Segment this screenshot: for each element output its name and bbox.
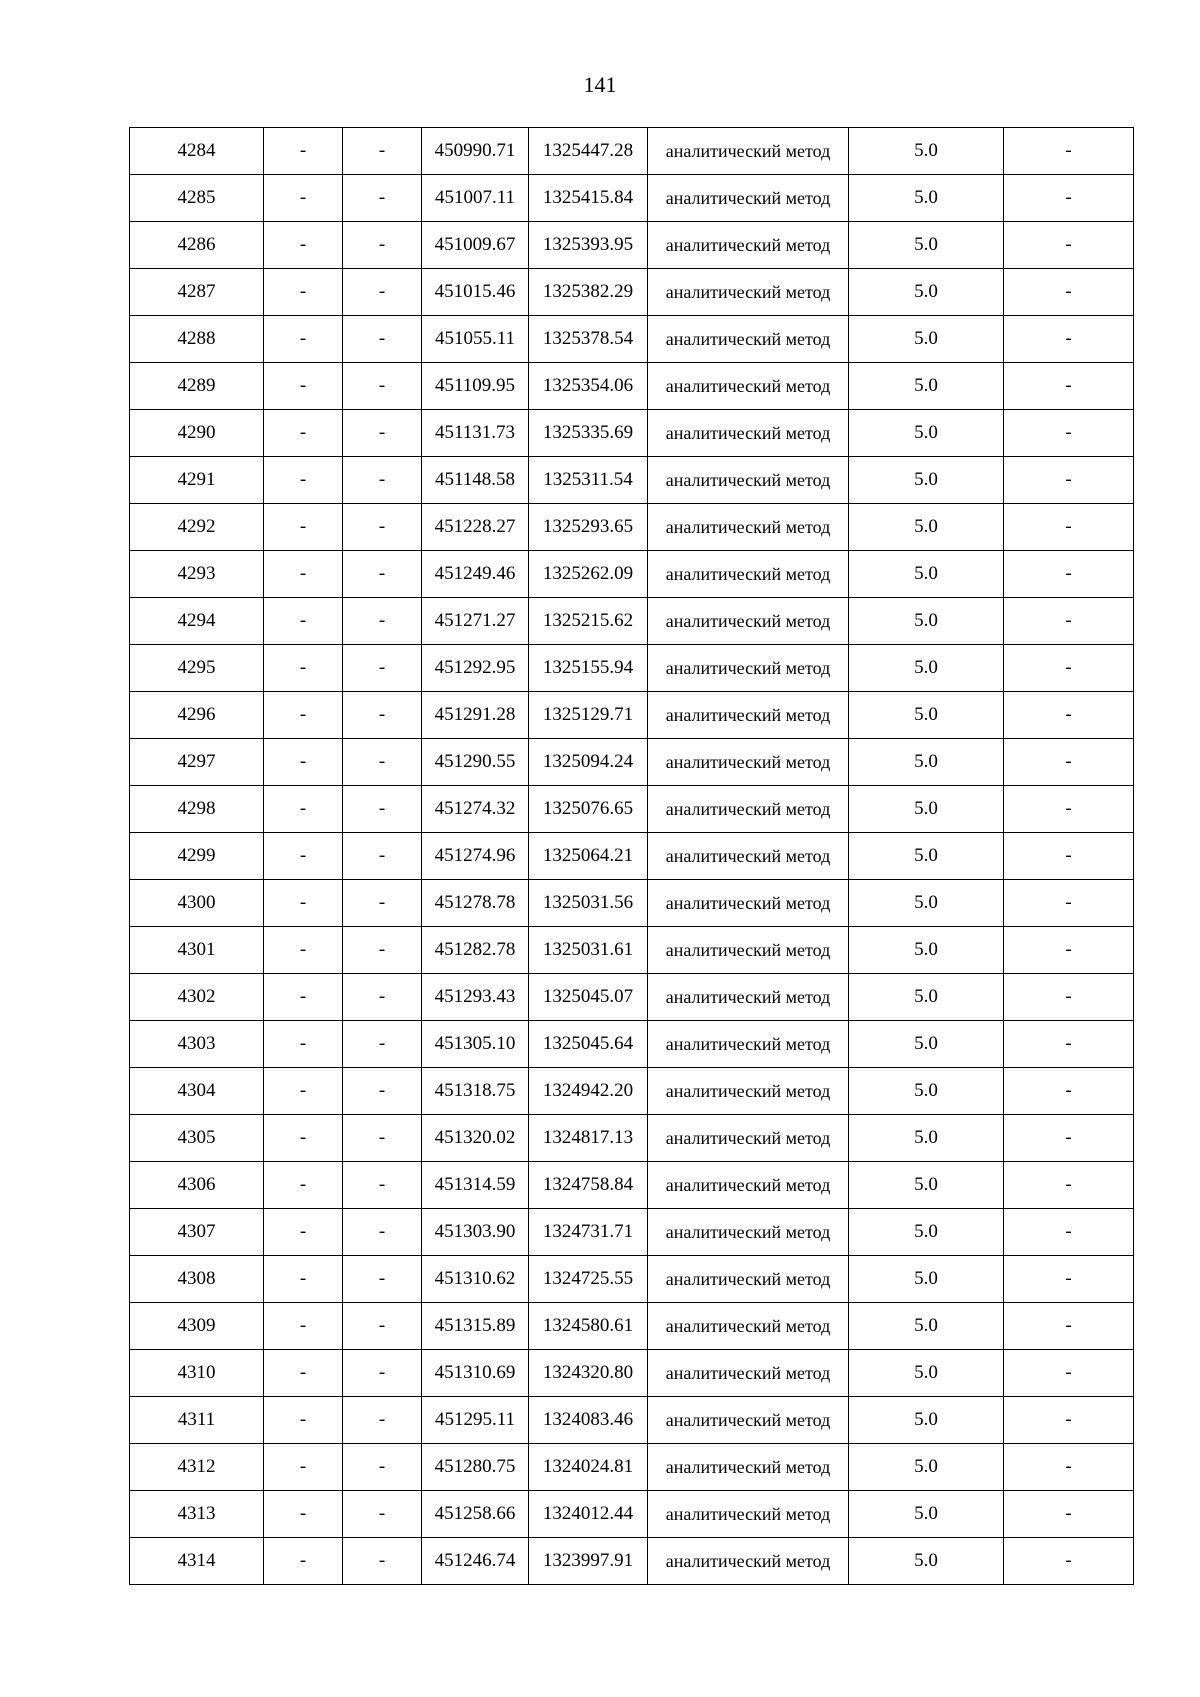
point-number-cell: 4286 xyxy=(130,222,264,269)
accuracy-cell: 5.0 xyxy=(849,1115,1004,1162)
y-coordinate-cell: 1325031.56 xyxy=(529,880,648,927)
y-coordinate-cell: 1325378.54 xyxy=(529,316,648,363)
method-cell: аналитический метод xyxy=(648,786,849,833)
note-cell: - xyxy=(1004,316,1134,363)
y-coordinate-cell: 1325311.54 xyxy=(529,457,648,504)
empty-cell: - xyxy=(264,551,343,598)
empty-cell: - xyxy=(343,833,422,880)
table-row xyxy=(130,175,1134,222)
x-coordinate-cell: 451278.78 xyxy=(422,880,529,927)
method-cell: аналитический метод xyxy=(648,1115,849,1162)
y-coordinate-cell: 1325415.84 xyxy=(529,175,648,222)
method-cell: аналитический метод xyxy=(648,739,849,786)
empty-cell: - xyxy=(264,1350,343,1397)
note-cell: - xyxy=(1004,645,1134,692)
y-coordinate-cell: 1324731.71 xyxy=(529,1209,648,1256)
point-number-cell: 4307 xyxy=(130,1209,264,1256)
empty-cell: - xyxy=(264,1021,343,1068)
point-number-cell: 4304 xyxy=(130,1068,264,1115)
point-number-cell: 4285 xyxy=(130,175,264,222)
note-cell: - xyxy=(1004,1256,1134,1303)
method-cell: аналитический метод xyxy=(648,1021,849,1068)
empty-cell: - xyxy=(264,128,343,175)
point-number-cell: 4313 xyxy=(130,1491,264,1538)
method-cell: аналитический метод xyxy=(648,363,849,410)
table-row xyxy=(130,1068,1134,1115)
x-coordinate-cell: 451274.96 xyxy=(422,833,529,880)
page-number: 141 xyxy=(583,72,617,97)
x-coordinate-cell: 451271.27 xyxy=(422,598,529,645)
empty-cell: - xyxy=(343,1021,422,1068)
point-number-cell: 4301 xyxy=(130,927,264,974)
y-coordinate-cell: 1324725.55 xyxy=(529,1256,648,1303)
x-coordinate-cell: 451292.95 xyxy=(422,645,529,692)
empty-cell: - xyxy=(343,269,422,316)
x-coordinate-cell: 451291.28 xyxy=(422,692,529,739)
point-number-cell: 4310 xyxy=(130,1350,264,1397)
table-row xyxy=(130,880,1134,927)
note-cell: - xyxy=(1004,1491,1134,1538)
note-cell: - xyxy=(1004,222,1134,269)
x-coordinate-cell: 451318.75 xyxy=(422,1068,529,1115)
empty-cell: - xyxy=(343,1444,422,1491)
table-row xyxy=(130,645,1134,692)
empty-cell: - xyxy=(264,1162,343,1209)
x-coordinate-cell: 451280.75 xyxy=(422,1444,529,1491)
empty-cell: - xyxy=(343,1397,422,1444)
empty-cell: - xyxy=(264,786,343,833)
empty-cell: - xyxy=(343,410,422,457)
table-row xyxy=(130,457,1134,504)
table-row xyxy=(130,786,1134,833)
empty-cell: - xyxy=(264,974,343,1021)
note-cell: - xyxy=(1004,175,1134,222)
empty-cell: - xyxy=(264,222,343,269)
empty-cell: - xyxy=(264,1491,343,1538)
empty-cell: - xyxy=(343,786,422,833)
table-row xyxy=(130,551,1134,598)
x-coordinate-cell: 451055.11 xyxy=(422,316,529,363)
x-coordinate-cell: 451148.58 xyxy=(422,457,529,504)
x-coordinate-cell: 451015.46 xyxy=(422,269,529,316)
x-coordinate-cell: 451258.66 xyxy=(422,1491,529,1538)
table-row xyxy=(130,1350,1134,1397)
point-number-cell: 4302 xyxy=(130,974,264,1021)
y-coordinate-cell: 1325382.29 xyxy=(529,269,648,316)
empty-cell: - xyxy=(264,1256,343,1303)
accuracy-cell: 5.0 xyxy=(849,1256,1004,1303)
note-cell: - xyxy=(1004,1021,1134,1068)
accuracy-cell: 5.0 xyxy=(849,1209,1004,1256)
point-number-cell: 4306 xyxy=(130,1162,264,1209)
empty-cell: - xyxy=(343,1162,422,1209)
note-cell: - xyxy=(1004,1162,1134,1209)
y-coordinate-cell: 1324024.81 xyxy=(529,1444,648,1491)
method-cell: аналитический метод xyxy=(648,504,849,551)
accuracy-cell: 5.0 xyxy=(849,504,1004,551)
empty-cell: - xyxy=(264,457,343,504)
method-cell: аналитический метод xyxy=(648,927,849,974)
empty-cell: - xyxy=(343,128,422,175)
empty-cell: - xyxy=(264,316,343,363)
note-cell: - xyxy=(1004,1303,1134,1350)
accuracy-cell: 5.0 xyxy=(849,1021,1004,1068)
note-cell: - xyxy=(1004,974,1134,1021)
accuracy-cell: 5.0 xyxy=(849,1491,1004,1538)
note-cell: - xyxy=(1004,880,1134,927)
note-cell: - xyxy=(1004,128,1134,175)
y-coordinate-cell: 1325155.94 xyxy=(529,645,648,692)
table-row xyxy=(130,504,1134,551)
method-cell: аналитический метод xyxy=(648,1350,849,1397)
accuracy-cell: 5.0 xyxy=(849,457,1004,504)
y-coordinate-cell: 1325262.09 xyxy=(529,551,648,598)
empty-cell: - xyxy=(343,1491,422,1538)
y-coordinate-cell: 1324320.80 xyxy=(529,1350,648,1397)
point-number-cell: 4293 xyxy=(130,551,264,598)
empty-cell: - xyxy=(264,598,343,645)
accuracy-cell: 5.0 xyxy=(849,363,1004,410)
accuracy-cell: 5.0 xyxy=(849,1444,1004,1491)
point-number-cell: 4296 xyxy=(130,692,264,739)
empty-cell: - xyxy=(343,927,422,974)
point-number-cell: 4284 xyxy=(130,128,264,175)
point-number-cell: 4288 xyxy=(130,316,264,363)
method-cell: аналитический метод xyxy=(648,645,849,692)
empty-cell: - xyxy=(264,880,343,927)
point-number-cell: 4311 xyxy=(130,1397,264,1444)
table-row xyxy=(130,974,1134,1021)
point-number-cell: 4295 xyxy=(130,645,264,692)
table-row xyxy=(130,1209,1134,1256)
note-cell: - xyxy=(1004,1397,1134,1444)
accuracy-cell: 5.0 xyxy=(849,1538,1004,1585)
x-coordinate-cell: 451131.73 xyxy=(422,410,529,457)
x-coordinate-cell: 451274.32 xyxy=(422,786,529,833)
table-body xyxy=(130,128,1134,1585)
note-cell: - xyxy=(1004,927,1134,974)
empty-cell: - xyxy=(343,1538,422,1585)
empty-cell: - xyxy=(264,1209,343,1256)
coordinates-table xyxy=(129,127,1134,1585)
accuracy-cell: 5.0 xyxy=(849,598,1004,645)
table-row xyxy=(130,833,1134,880)
x-coordinate-cell: 451303.90 xyxy=(422,1209,529,1256)
y-coordinate-cell: 1324083.46 xyxy=(529,1397,648,1444)
method-cell: аналитический метод xyxy=(648,269,849,316)
accuracy-cell: 5.0 xyxy=(849,645,1004,692)
point-number-cell: 4308 xyxy=(130,1256,264,1303)
empty-cell: - xyxy=(264,645,343,692)
accuracy-cell: 5.0 xyxy=(849,128,1004,175)
y-coordinate-cell: 1325076.65 xyxy=(529,786,648,833)
point-number-cell: 4292 xyxy=(130,504,264,551)
x-coordinate-cell: 451310.62 xyxy=(422,1256,529,1303)
point-number-cell: 4287 xyxy=(130,269,264,316)
empty-cell: - xyxy=(343,692,422,739)
method-cell: аналитический метод xyxy=(648,1209,849,1256)
method-cell: аналитический метод xyxy=(648,222,849,269)
x-coordinate-cell: 451009.67 xyxy=(422,222,529,269)
point-number-cell: 4300 xyxy=(130,880,264,927)
point-number-cell: 4298 xyxy=(130,786,264,833)
method-cell: аналитический метод xyxy=(648,175,849,222)
accuracy-cell: 5.0 xyxy=(849,880,1004,927)
point-number-cell: 4289 xyxy=(130,363,264,410)
method-cell: аналитический метод xyxy=(648,1397,849,1444)
empty-cell: - xyxy=(343,880,422,927)
method-cell: аналитический метод xyxy=(648,833,849,880)
empty-cell: - xyxy=(264,833,343,880)
method-cell: аналитический метод xyxy=(648,880,849,927)
accuracy-cell: 5.0 xyxy=(849,833,1004,880)
table-row xyxy=(130,598,1134,645)
method-cell: аналитический метод xyxy=(648,1491,849,1538)
empty-cell: - xyxy=(343,739,422,786)
x-coordinate-cell: 451315.89 xyxy=(422,1303,529,1350)
method-cell: аналитический метод xyxy=(648,1068,849,1115)
accuracy-cell: 5.0 xyxy=(849,974,1004,1021)
x-coordinate-cell: 451305.10 xyxy=(422,1021,529,1068)
accuracy-cell: 5.0 xyxy=(849,1303,1004,1350)
accuracy-cell: 5.0 xyxy=(849,551,1004,598)
method-cell: аналитический метод xyxy=(648,692,849,739)
empty-cell: - xyxy=(264,269,343,316)
accuracy-cell: 5.0 xyxy=(849,1068,1004,1115)
table-row xyxy=(130,1021,1134,1068)
accuracy-cell: 5.0 xyxy=(849,175,1004,222)
empty-cell: - xyxy=(343,457,422,504)
empty-cell: - xyxy=(264,739,343,786)
empty-cell: - xyxy=(343,1350,422,1397)
table-row xyxy=(130,1538,1134,1585)
empty-cell: - xyxy=(264,1303,343,1350)
point-number-cell: 4290 xyxy=(130,410,264,457)
table-row xyxy=(130,1444,1134,1491)
note-cell: - xyxy=(1004,504,1134,551)
table-row xyxy=(130,1491,1134,1538)
method-cell: аналитический метод xyxy=(648,1444,849,1491)
empty-cell: - xyxy=(343,1209,422,1256)
y-coordinate-cell: 1324942.20 xyxy=(529,1068,648,1115)
table-row xyxy=(130,316,1134,363)
empty-cell: - xyxy=(343,645,422,692)
x-coordinate-cell: 451314.59 xyxy=(422,1162,529,1209)
y-coordinate-cell: 1323997.91 xyxy=(529,1538,648,1585)
empty-cell: - xyxy=(343,1303,422,1350)
note-cell: - xyxy=(1004,1115,1134,1162)
x-coordinate-cell: 450990.71 xyxy=(422,128,529,175)
accuracy-cell: 5.0 xyxy=(849,269,1004,316)
table-row xyxy=(130,1115,1134,1162)
table-row xyxy=(130,739,1134,786)
y-coordinate-cell: 1324012.44 xyxy=(529,1491,648,1538)
y-coordinate-cell: 1325031.61 xyxy=(529,927,648,974)
point-number-cell: 4305 xyxy=(130,1115,264,1162)
method-cell: аналитический метод xyxy=(648,1303,849,1350)
table-row xyxy=(130,222,1134,269)
x-coordinate-cell: 451282.78 xyxy=(422,927,529,974)
table-row xyxy=(130,363,1134,410)
note-cell: - xyxy=(1004,410,1134,457)
accuracy-cell: 5.0 xyxy=(849,222,1004,269)
accuracy-cell: 5.0 xyxy=(849,1162,1004,1209)
empty-cell: - xyxy=(264,1444,343,1491)
empty-cell: - xyxy=(264,1115,343,1162)
empty-cell: - xyxy=(264,1538,343,1585)
point-number-cell: 4299 xyxy=(130,833,264,880)
method-cell: аналитический метод xyxy=(648,410,849,457)
method-cell: аналитический метод xyxy=(648,1162,849,1209)
accuracy-cell: 5.0 xyxy=(849,927,1004,974)
note-cell: - xyxy=(1004,598,1134,645)
empty-cell: - xyxy=(343,1256,422,1303)
y-coordinate-cell: 1325447.28 xyxy=(529,128,648,175)
note-cell: - xyxy=(1004,692,1134,739)
note-cell: - xyxy=(1004,1538,1134,1585)
empty-cell: - xyxy=(343,598,422,645)
point-number-cell: 4291 xyxy=(130,457,264,504)
y-coordinate-cell: 1324817.13 xyxy=(529,1115,648,1162)
table-row xyxy=(130,1397,1134,1444)
empty-cell: - xyxy=(343,1115,422,1162)
point-number-cell: 4297 xyxy=(130,739,264,786)
x-coordinate-cell: 451228.27 xyxy=(422,504,529,551)
empty-cell: - xyxy=(264,1068,343,1115)
x-coordinate-cell: 451007.11 xyxy=(422,175,529,222)
empty-cell: - xyxy=(264,175,343,222)
method-cell: аналитический метод xyxy=(648,974,849,1021)
y-coordinate-cell: 1325293.65 xyxy=(529,504,648,551)
y-coordinate-cell: 1325064.21 xyxy=(529,833,648,880)
table-row xyxy=(130,410,1134,457)
method-cell: аналитический метод xyxy=(648,1256,849,1303)
y-coordinate-cell: 1325393.95 xyxy=(529,222,648,269)
method-cell: аналитический метод xyxy=(648,128,849,175)
empty-cell: - xyxy=(264,504,343,551)
accuracy-cell: 5.0 xyxy=(849,410,1004,457)
accuracy-cell: 5.0 xyxy=(849,786,1004,833)
y-coordinate-cell: 1325094.24 xyxy=(529,739,648,786)
x-coordinate-cell: 451295.11 xyxy=(422,1397,529,1444)
y-coordinate-cell: 1325335.69 xyxy=(529,410,648,457)
x-coordinate-cell: 451310.69 xyxy=(422,1350,529,1397)
y-coordinate-cell: 1325045.07 xyxy=(529,974,648,1021)
x-coordinate-cell: 451109.95 xyxy=(422,363,529,410)
empty-cell: - xyxy=(264,363,343,410)
y-coordinate-cell: 1324758.84 xyxy=(529,1162,648,1209)
x-coordinate-cell: 451293.43 xyxy=(422,974,529,1021)
note-cell: - xyxy=(1004,551,1134,598)
note-cell: - xyxy=(1004,1350,1134,1397)
table-row xyxy=(130,1256,1134,1303)
method-cell: аналитический метод xyxy=(648,551,849,598)
table-row xyxy=(130,269,1134,316)
empty-cell: - xyxy=(264,927,343,974)
empty-cell: - xyxy=(343,316,422,363)
empty-cell: - xyxy=(264,692,343,739)
point-number-cell: 4309 xyxy=(130,1303,264,1350)
empty-cell: - xyxy=(343,1068,422,1115)
note-cell: - xyxy=(1004,269,1134,316)
x-coordinate-cell: 451290.55 xyxy=(422,739,529,786)
point-number-cell: 4314 xyxy=(130,1538,264,1585)
y-coordinate-cell: 1325215.62 xyxy=(529,598,648,645)
y-coordinate-cell: 1325045.64 xyxy=(529,1021,648,1068)
accuracy-cell: 5.0 xyxy=(849,1397,1004,1444)
accuracy-cell: 5.0 xyxy=(849,1350,1004,1397)
empty-cell: - xyxy=(343,175,422,222)
note-cell: - xyxy=(1004,1444,1134,1491)
note-cell: - xyxy=(1004,363,1134,410)
note-cell: - xyxy=(1004,1068,1134,1115)
x-coordinate-cell: 451249.46 xyxy=(422,551,529,598)
accuracy-cell: 5.0 xyxy=(849,316,1004,363)
table-row xyxy=(130,128,1134,175)
table-row xyxy=(130,1303,1134,1350)
note-cell: - xyxy=(1004,1209,1134,1256)
x-coordinate-cell: 451246.74 xyxy=(422,1538,529,1585)
accuracy-cell: 5.0 xyxy=(849,692,1004,739)
empty-cell: - xyxy=(264,410,343,457)
empty-cell: - xyxy=(343,974,422,1021)
empty-cell: - xyxy=(343,363,422,410)
empty-cell: - xyxy=(343,222,422,269)
note-cell: - xyxy=(1004,833,1134,880)
method-cell: аналитический метод xyxy=(648,598,849,645)
point-number-cell: 4312 xyxy=(130,1444,264,1491)
note-cell: - xyxy=(1004,457,1134,504)
note-cell: - xyxy=(1004,786,1134,833)
y-coordinate-cell: 1324580.61 xyxy=(529,1303,648,1350)
x-coordinate-cell: 451320.02 xyxy=(422,1115,529,1162)
empty-cell: - xyxy=(343,551,422,598)
empty-cell: - xyxy=(343,504,422,551)
y-coordinate-cell: 1325354.06 xyxy=(529,363,648,410)
point-number-cell: 4294 xyxy=(130,598,264,645)
table-row xyxy=(130,1162,1134,1209)
y-coordinate-cell: 1325129.71 xyxy=(529,692,648,739)
note-cell: - xyxy=(1004,739,1134,786)
method-cell: аналитический метод xyxy=(648,457,849,504)
table-row xyxy=(130,927,1134,974)
accuracy-cell: 5.0 xyxy=(849,739,1004,786)
point-number-cell: 4303 xyxy=(130,1021,264,1068)
method-cell: аналитический метод xyxy=(648,316,849,363)
empty-cell: - xyxy=(264,1397,343,1444)
method-cell: аналитический метод xyxy=(648,1538,849,1585)
table-row xyxy=(130,692,1134,739)
